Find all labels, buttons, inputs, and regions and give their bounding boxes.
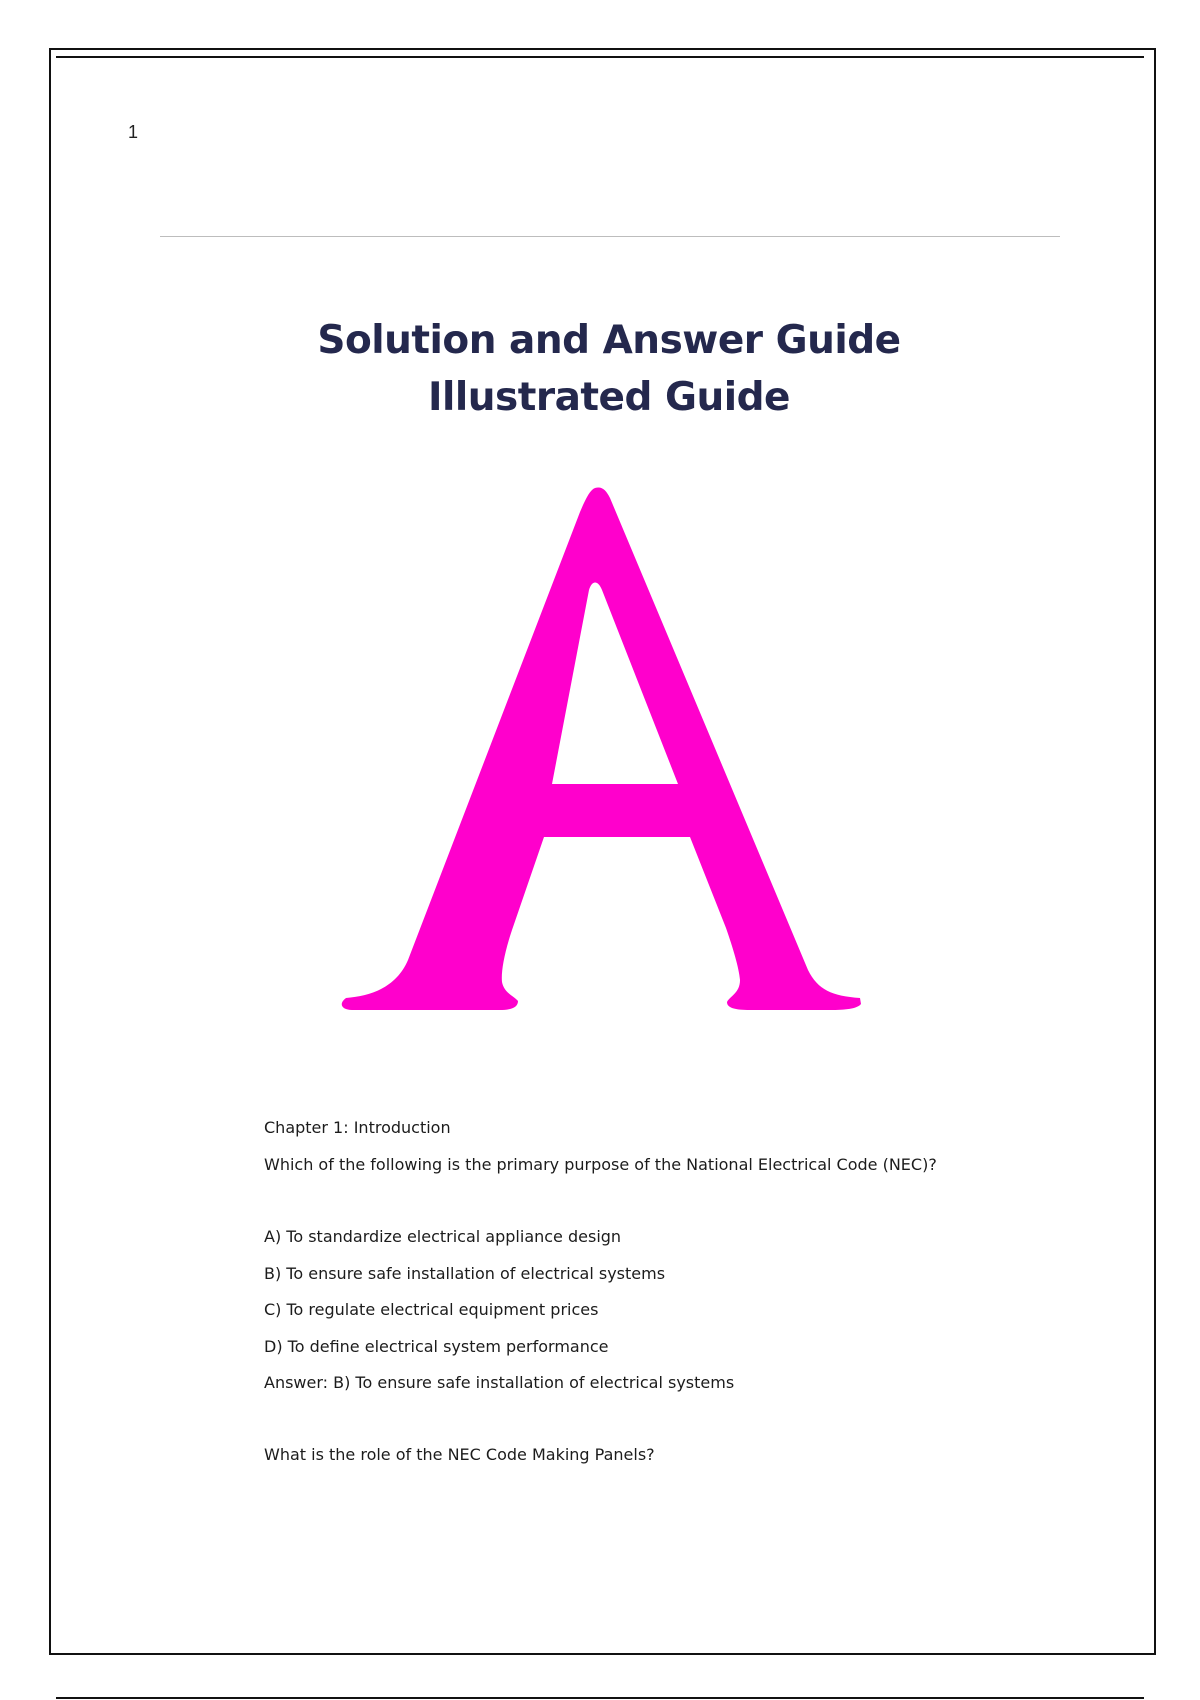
- option-d: D) To define electrical system performance: [264, 1337, 609, 1356]
- option-a: A) To standardize electrical appliance design: [264, 1227, 622, 1246]
- title-line-1: Solution and Answer Guide: [317, 318, 901, 363]
- title-line-2: Illustrated Guide: [427, 375, 791, 420]
- bottom-rule: [56, 1697, 1144, 1699]
- header-rule: [160, 236, 1060, 237]
- option-c: C) To regulate electrical equipment prices: [264, 1300, 599, 1319]
- chapter-heading: Chapter 1: Introduction: [264, 1118, 451, 1137]
- page-number: 1: [128, 122, 139, 142]
- answer-line: Answer: B) To ensure safe installation of electrical systems: [264, 1373, 735, 1392]
- option-b: B) To ensure safe installation of electrical systems: [264, 1264, 666, 1283]
- question-2: What is the role of the NEC Code Making Panels?: [264, 1445, 655, 1464]
- letter-a-glyph: [342, 487, 861, 1010]
- question-1: Which of the following is the primary purpose of the National Electrical Code (NEC)?: [264, 1155, 937, 1174]
- top-rule: [56, 56, 1144, 58]
- title-block: [0, 312, 1200, 426]
- letter-a-logo: [340, 482, 870, 1014]
